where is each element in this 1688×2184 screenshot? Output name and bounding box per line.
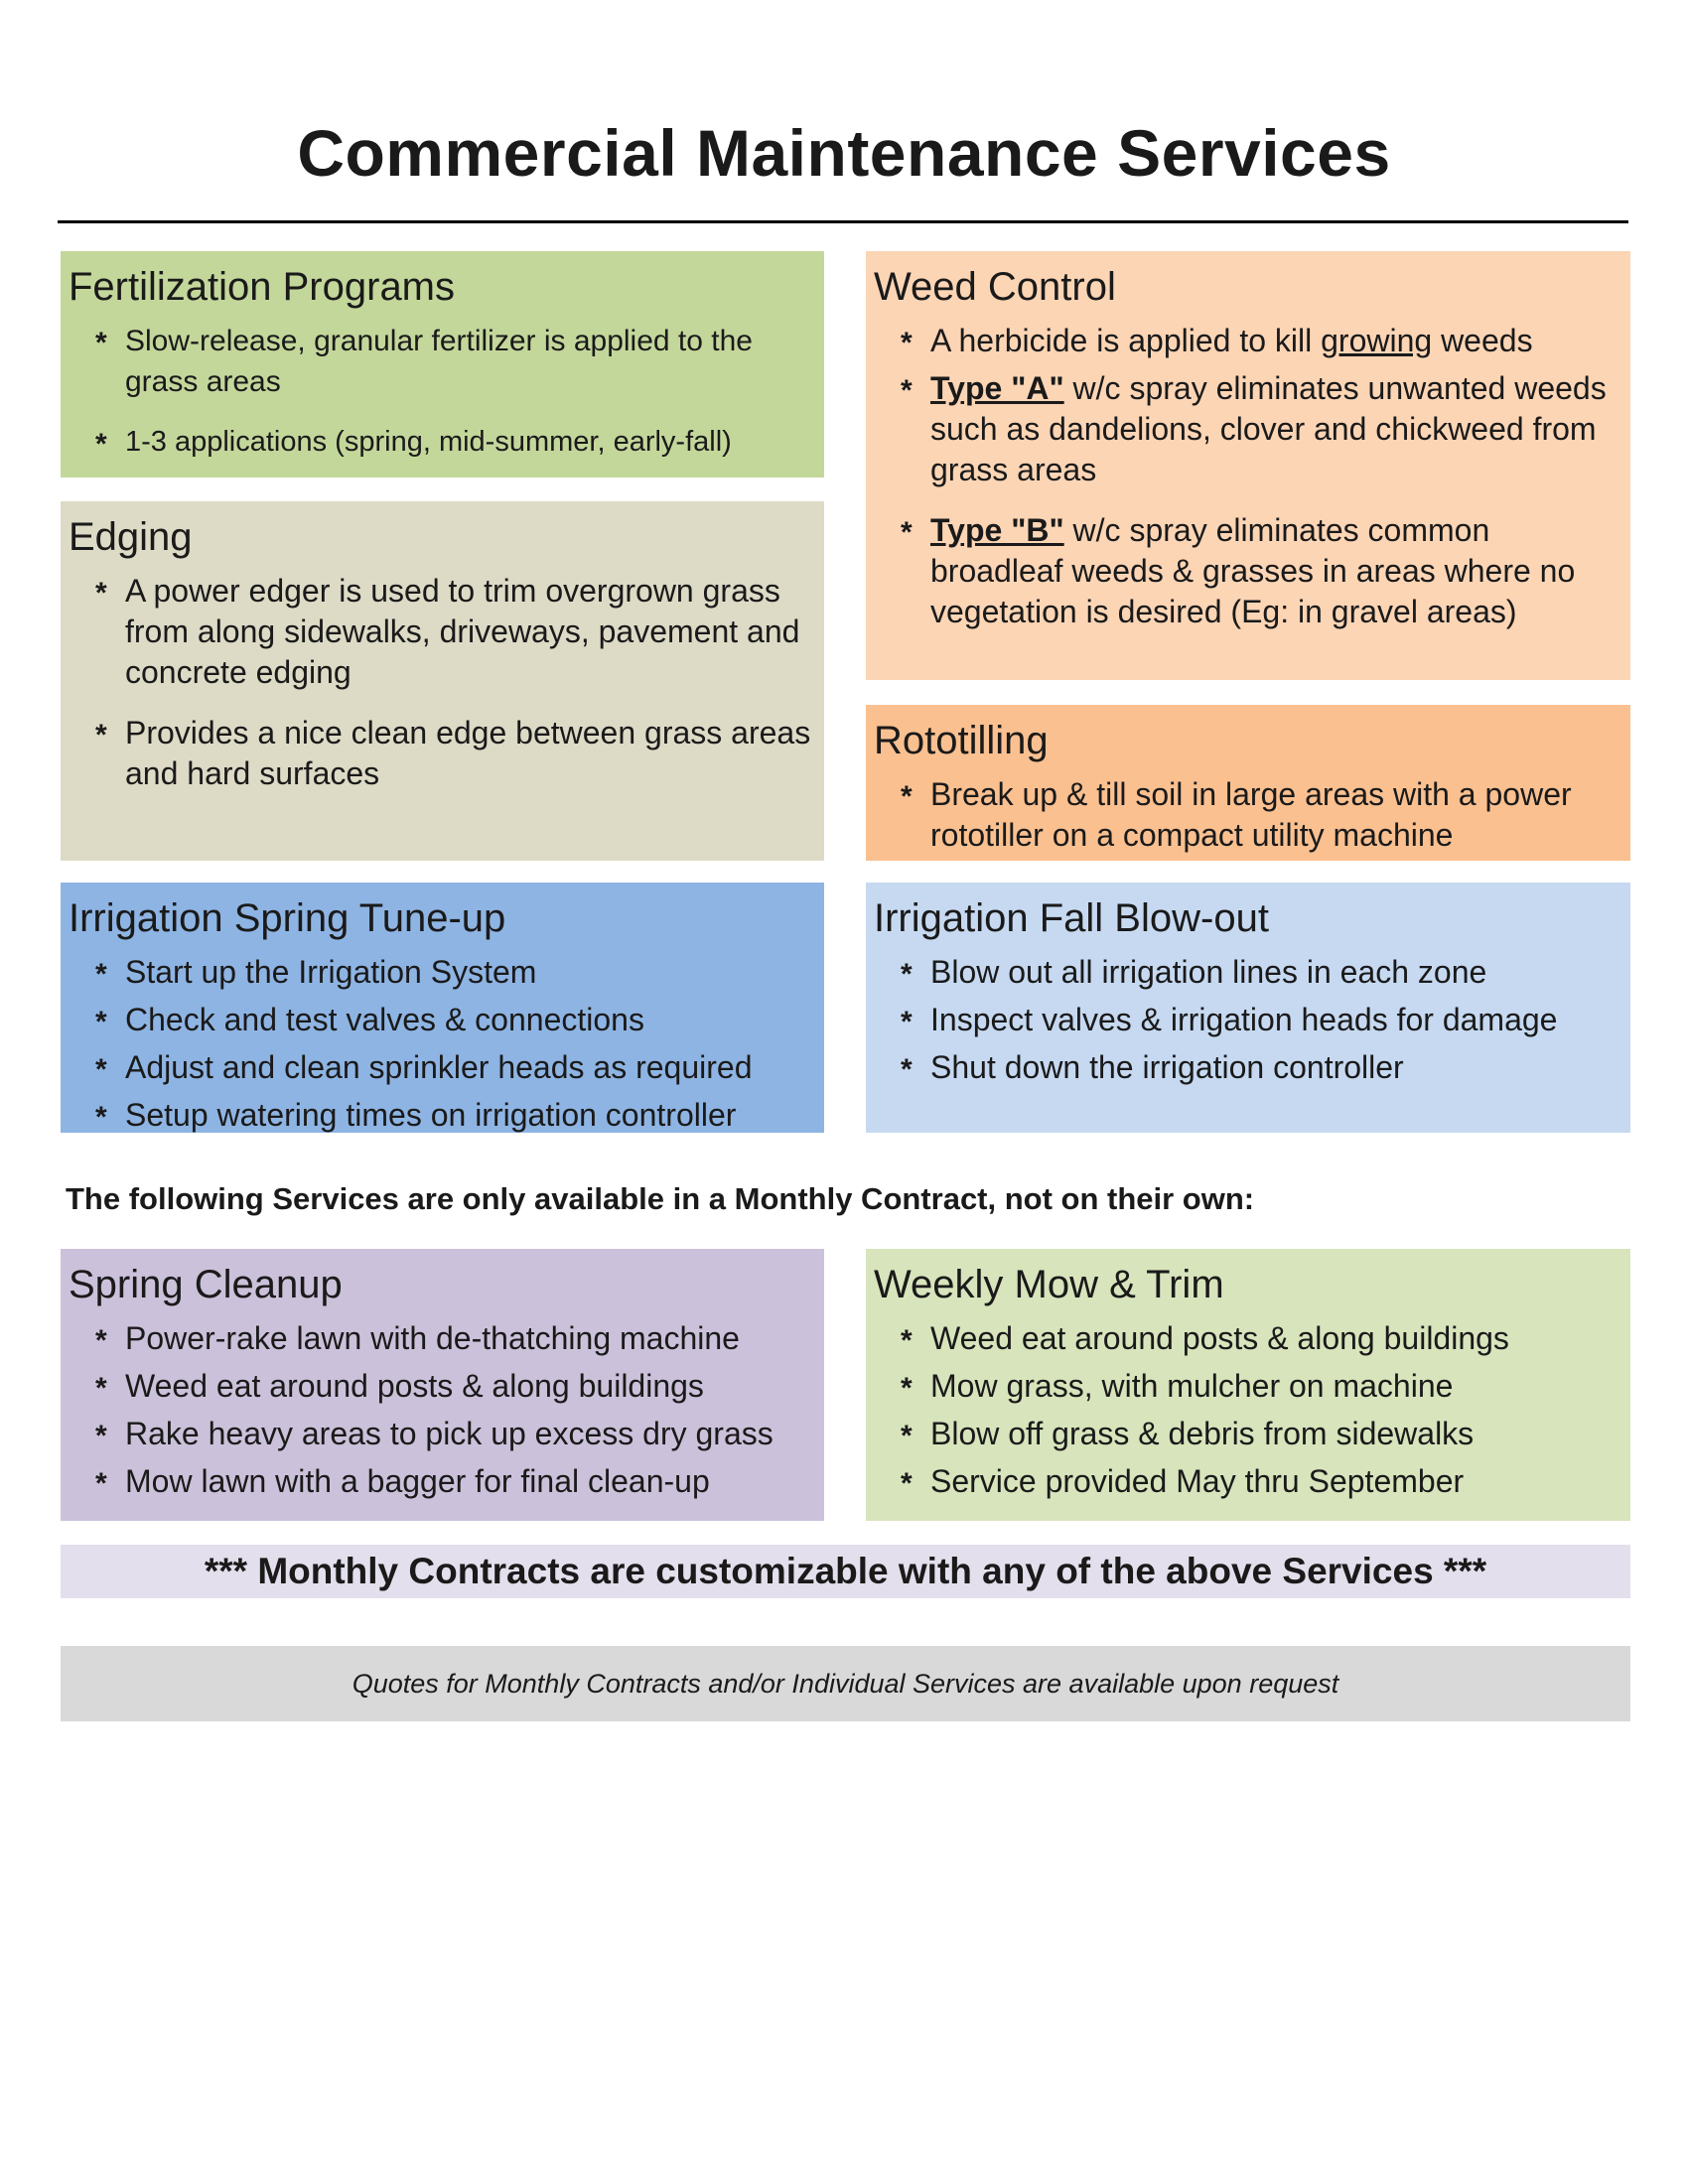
irrigation-fall-blowout-section: [866, 883, 1630, 1133]
list-item: * Blow out all irrigation lines in each zone: [874, 952, 1622, 993]
bullet: *: [95, 719, 107, 751]
list-item: * Start up the Irrigation System: [69, 952, 816, 993]
list-item: * Weed eat around posts & along buildings: [69, 1366, 816, 1407]
bullet: *: [95, 577, 107, 610]
bullet: *: [901, 1467, 913, 1500]
list-item: * Type "B" w/c spray eliminates common broadleaf weeds & grasses in areas where no vegetation is desired (Eg: in gravel areas): [901, 512, 1576, 629]
list-item: * 1-3 applications (spring, mid-summer, early-fall): [69, 422, 816, 463]
edging-section: [61, 501, 824, 861]
type-b-label: Type "B": [930, 512, 1064, 548]
title-divider: [58, 220, 1628, 223]
bullet: *: [901, 516, 913, 549]
section-heading: Fertilization Programs: [69, 265, 456, 309]
spring-cleanup-section: [61, 1249, 824, 1521]
customizable-contracts-banner: *** Monthly Contracts are customizable with any of the above Services ***: [61, 1545, 1630, 1598]
list-item: * Blow off grass & debris from sidewalks: [874, 1414, 1622, 1454]
list-item: * Adjust and clean sprinkler heads as required: [69, 1047, 816, 1088]
bullet: *: [95, 428, 107, 461]
bullet: *: [95, 1324, 107, 1357]
section-heading: Weed Control: [874, 265, 1116, 309]
rototilling-section: [866, 705, 1630, 861]
list-item: * Inspect valves & irrigation heads for damage: [874, 1000, 1622, 1040]
bullet: *: [95, 1101, 107, 1134]
list-item: * Mow grass, with mulcher on machine: [874, 1366, 1622, 1407]
section-heading: Irrigation Fall Blow-out: [874, 896, 1269, 940]
weed-control-section: [866, 251, 1630, 680]
bullet: *: [95, 1006, 107, 1038]
list-item: * Slow-release, granular fertilizer is applied to the grass areas: [95, 325, 753, 398]
section-heading: Rototilling: [874, 719, 1049, 762]
bullet: *: [95, 958, 107, 991]
bullet: *: [901, 1420, 913, 1452]
bullet: *: [901, 374, 913, 407]
page-title: Commercial Maintenance Services: [297, 116, 1391, 190]
irrigation-spring-tuneup-section: [61, 883, 824, 1133]
list-item: * Check and test valves & connections: [69, 1000, 816, 1040]
list-item: * Weed eat around posts & along buildings: [874, 1318, 1622, 1359]
list-item: * A power edger is used to trim overgrown grass from along sidewalks, driveways, pavement and concrete edging: [95, 573, 800, 690]
bullet: *: [901, 1324, 913, 1357]
bullet: *: [901, 958, 913, 991]
list-item: * Mow lawn with a bagger for final clean-up: [69, 1461, 816, 1502]
bullet: *: [95, 1053, 107, 1086]
bullet: *: [95, 1372, 107, 1405]
monthly-contract-notice: The following Services are only available in a Monthly Contract, not on their own:: [66, 1181, 1255, 1216]
list-item: * Provides a nice clean edge between grass areas and hard surfaces: [95, 715, 811, 791]
section-heading: Edging: [69, 515, 193, 559]
list-item: * A herbicide is applied to kill growing weeds: [874, 321, 1622, 361]
list-item: * Break up & till soil in large areas with a power rototiller on a compact utility machine: [901, 776, 1572, 853]
bullet: *: [901, 1006, 913, 1038]
bullet: *: [95, 1420, 107, 1452]
bullet: *: [901, 1372, 913, 1405]
fertilization-programs-section: [61, 251, 824, 478]
bullet: *: [95, 1467, 107, 1500]
quotes-footer: Quotes for Monthly Contracts and/or Individual Services are available upon request: [61, 1646, 1630, 1721]
list-item: * Shut down the irrigation controller: [874, 1047, 1622, 1088]
bullet: *: [901, 780, 913, 813]
list-item: * Type "A" w/c spray eliminates unwanted weeds such as dandelions, clover and chickweed from grass areas: [901, 370, 1607, 487]
weekly-mow-trim-section: [866, 1249, 1630, 1521]
type-a-label: Type "A": [930, 370, 1064, 406]
list-item: * Power-rake lawn with de-thatching machine: [69, 1318, 816, 1359]
list-item: * Rake heavy areas to pick up excess dry grass: [69, 1414, 816, 1454]
list-item: * Service provided May thru September: [874, 1461, 1622, 1502]
bullet: *: [901, 1053, 913, 1086]
section-heading: Weekly Mow & Trim: [874, 1263, 1224, 1306]
section-heading: Irrigation Spring Tune-up: [69, 896, 506, 940]
bullet: *: [95, 327, 107, 359]
list-item: * Setup watering times on irrigation controller: [69, 1095, 816, 1136]
section-heading: Spring Cleanup: [69, 1263, 343, 1306]
bullet: *: [901, 327, 913, 359]
